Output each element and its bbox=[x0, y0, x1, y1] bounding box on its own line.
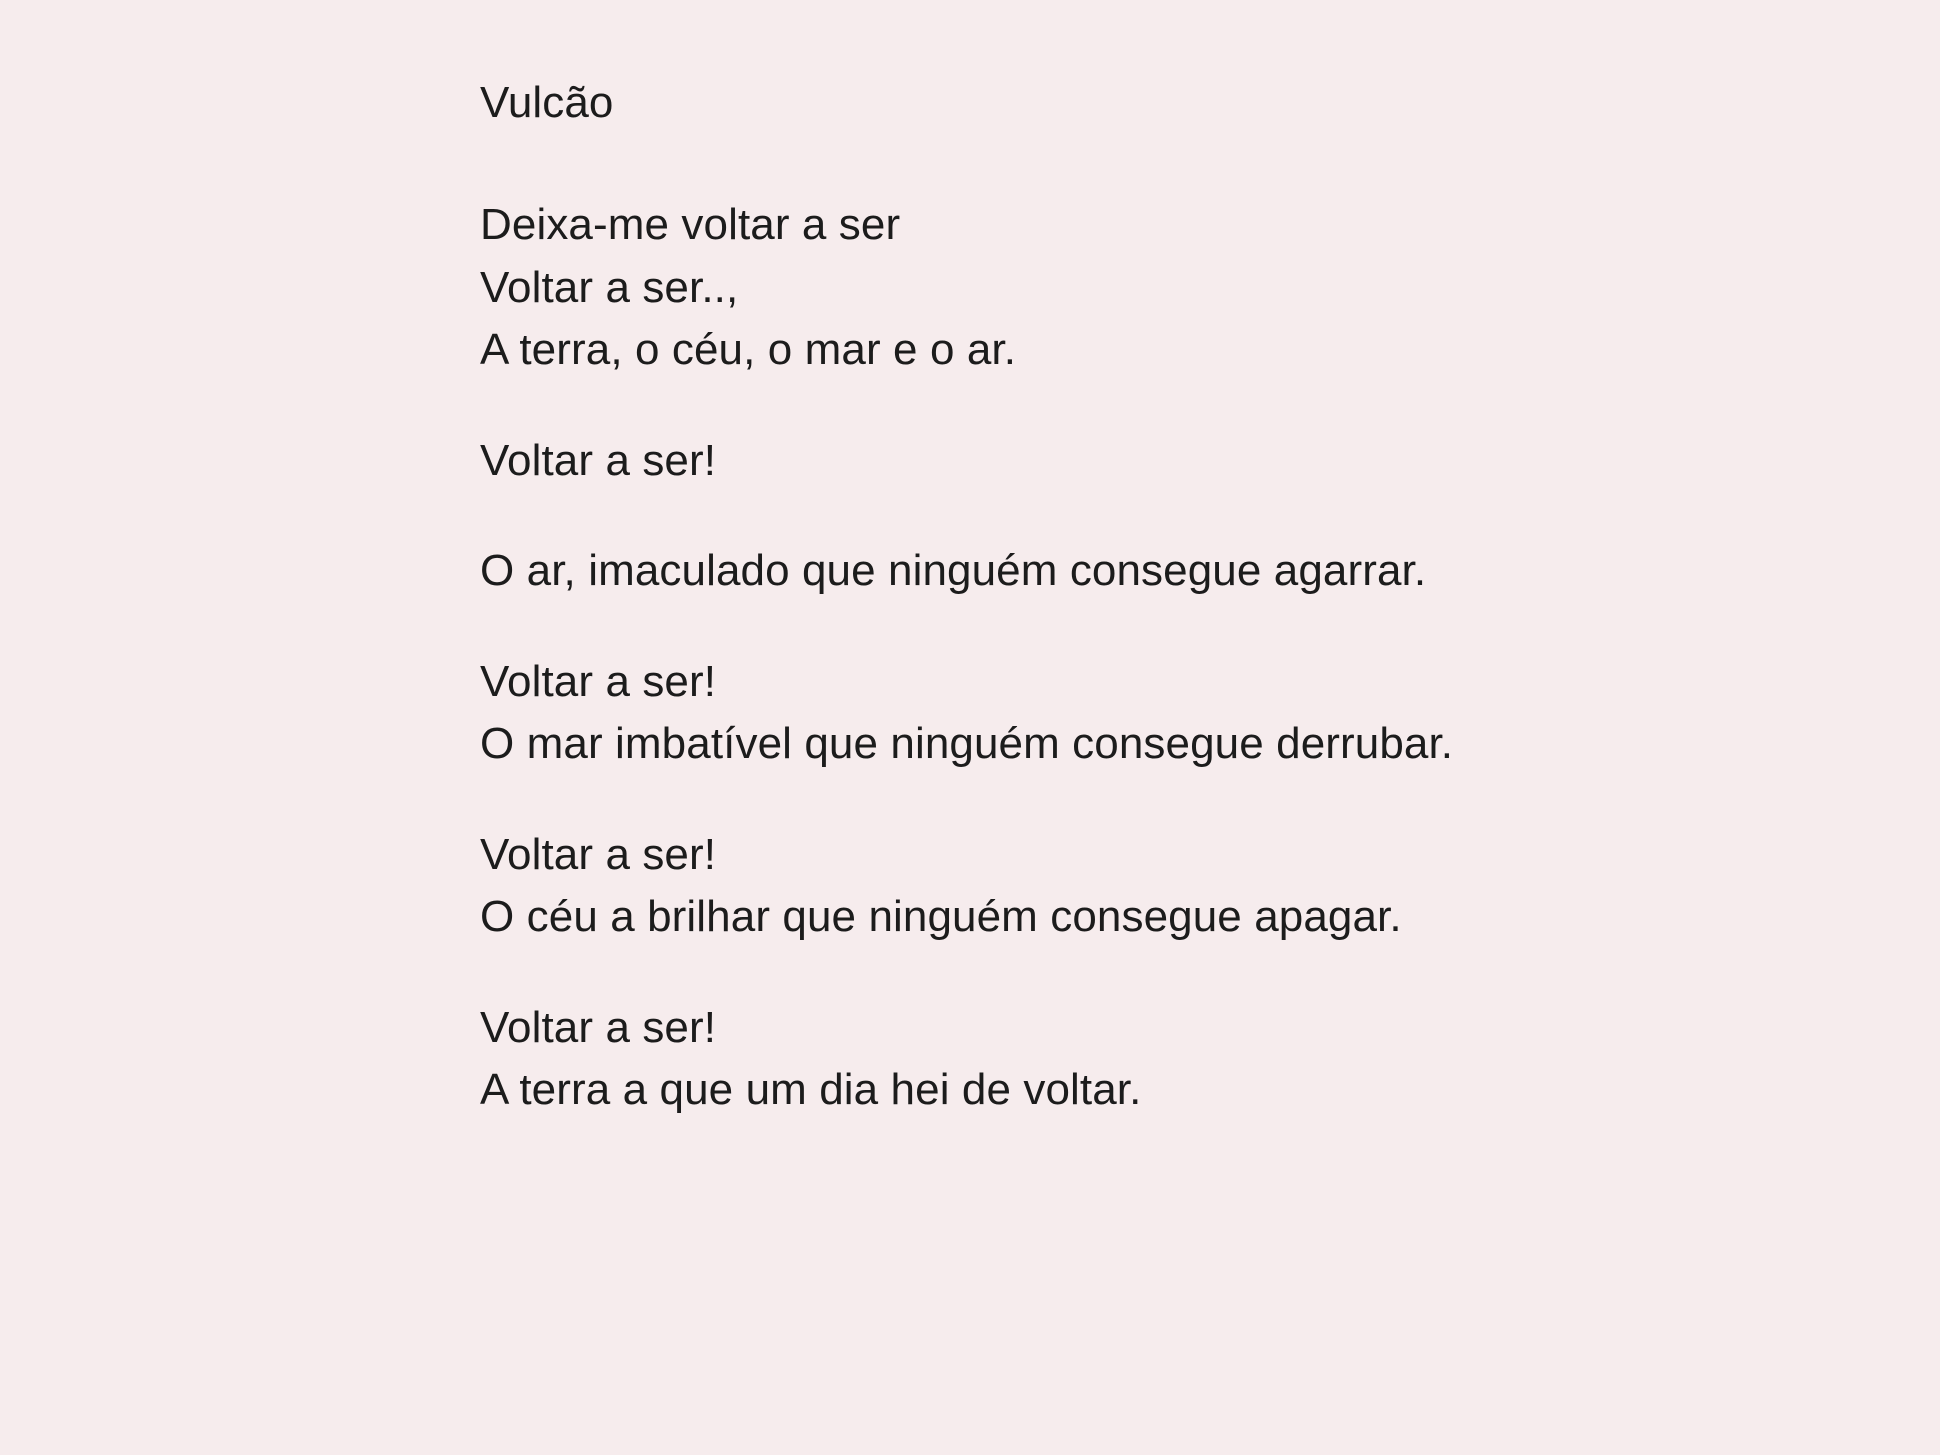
poem-line: Voltar a ser.., bbox=[480, 262, 739, 312]
page-title: Vulcão bbox=[480, 78, 614, 127]
poem-line: Voltar a ser! bbox=[480, 435, 717, 485]
poem-stanza bbox=[480, 540, 1680, 602]
poem-line: Deixa-me voltar a ser bbox=[480, 200, 901, 250]
poem-stanza bbox=[480, 194, 1680, 381]
poem-line: Voltar a ser! bbox=[480, 1002, 717, 1052]
poem-line: Voltar a ser! bbox=[480, 829, 717, 879]
poem-body bbox=[480, 72, 1680, 1122]
poem-stanza bbox=[480, 651, 1680, 776]
poem-line: A terra a que um dia hei de voltar. bbox=[480, 1065, 1142, 1115]
poem-stanza bbox=[480, 824, 1680, 949]
poem-stanza bbox=[480, 997, 1680, 1122]
poem-stanza bbox=[480, 430, 1680, 492]
poem-title-stanza bbox=[480, 72, 1680, 134]
poem-line: Voltar a ser! bbox=[480, 656, 717, 706]
poem-line: O ar, imaculado que ninguém consegue agarrar. bbox=[480, 546, 1427, 596]
poem-line: A terra, o céu, o mar e o ar. bbox=[480, 325, 1017, 375]
poem-line: O céu a brilhar que ninguém consegue apagar. bbox=[480, 892, 1402, 942]
poem-line: O mar imbatível que ninguém consegue derrubar. bbox=[480, 719, 1454, 769]
